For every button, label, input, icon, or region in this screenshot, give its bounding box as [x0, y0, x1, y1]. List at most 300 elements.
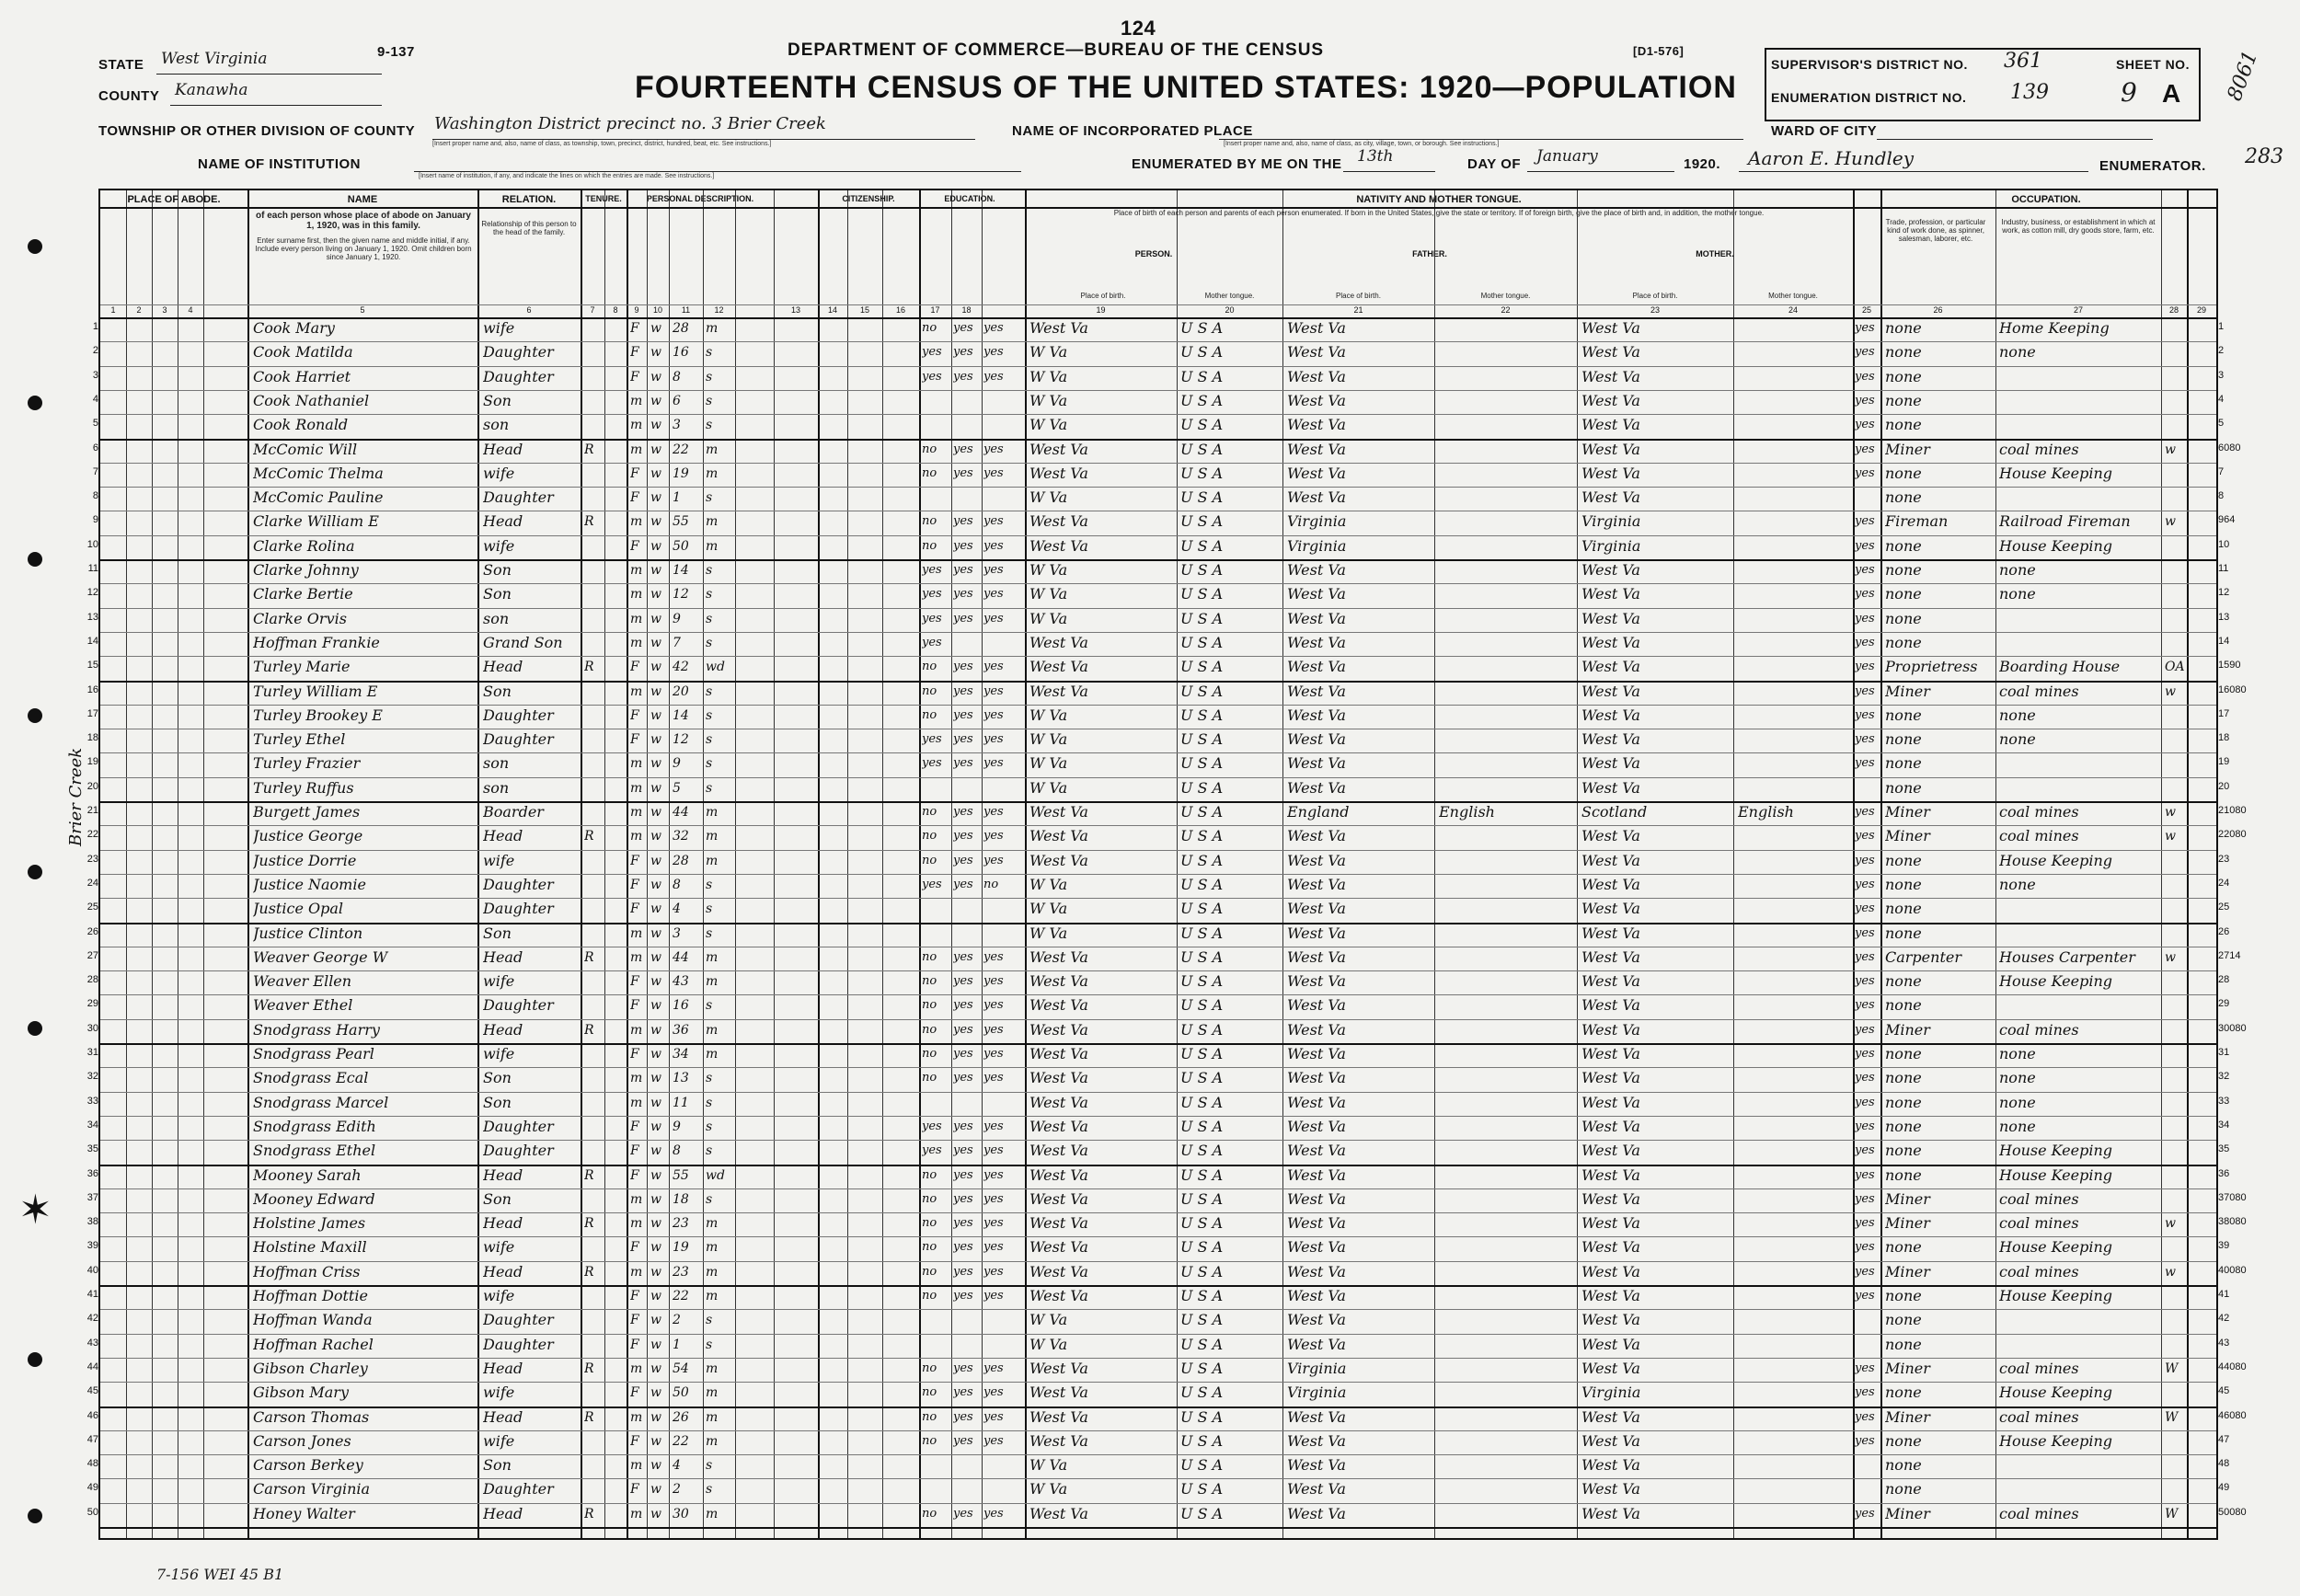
cell-race: w	[650, 1264, 661, 1280]
ward-label: WARD OF CITY	[1771, 123, 1878, 139]
cell-pob: West Va	[1029, 1093, 1088, 1111]
supervisor-district-value: 361	[2004, 50, 2042, 73]
cell-fpob: West Va	[1287, 1214, 1346, 1233]
cell-school: no	[922, 514, 937, 529]
cell-race: w	[650, 635, 661, 650]
cell-age: 14	[673, 707, 689, 723]
cell-name: Snodgrass Ecal	[253, 1069, 369, 1087]
line-number: 18	[86, 732, 98, 744]
institution-underline	[414, 171, 1021, 172]
line-number: 4	[92, 393, 98, 405]
cell-eng: yes	[1855, 1289, 1875, 1303]
cell-tongue: U S A	[1180, 1238, 1224, 1257]
cell-school: yes	[922, 587, 942, 602]
cell-ms: s	[706, 1458, 713, 1474]
table-row	[87, 559, 2229, 583]
cell-mpob: West Va	[1581, 440, 1640, 458]
cell-race: w	[650, 418, 661, 433]
cell-school: no	[922, 538, 937, 553]
cell-read: yes	[953, 1385, 973, 1400]
line-number-right: 17	[2218, 707, 2230, 719]
cell-mpob: West Va	[1581, 1359, 1640, 1377]
cell-race: w	[650, 853, 661, 868]
cell-trade: none	[1885, 536, 1922, 555]
cell-trade: Carpenter	[1885, 947, 1961, 966]
cell-write: yes	[983, 1289, 1004, 1303]
cell-rel: wife	[483, 464, 515, 482]
sheet-label: SHEET NO.	[2116, 57, 2190, 72]
state-label: STATE	[98, 57, 144, 73]
county-label: COUNTY	[98, 88, 160, 104]
table-row	[92, 366, 2225, 390]
table-row	[86, 1285, 2230, 1309]
cell-name: McComic Thelma	[253, 464, 384, 482]
line-number-right: 6080	[2218, 442, 2241, 454]
table-row	[86, 1454, 2230, 1478]
cell-school: no	[922, 1167, 937, 1182]
cell-tongue: U S A	[1180, 1214, 1224, 1233]
cell-trade: none	[1885, 585, 1922, 603]
cell-read: yes	[953, 538, 973, 553]
line-number-right: 48	[2218, 1458, 2230, 1470]
cell-write: yes	[983, 949, 1004, 964]
cell-name: Weaver Ethel	[253, 996, 353, 1015]
column-number: 15	[859, 305, 869, 315]
cell-rel: Head	[483, 1407, 523, 1426]
cell-industry: none	[1999, 585, 2036, 603]
cell-write: yes	[983, 829, 1004, 844]
cell-tongue: U S A	[1180, 947, 1224, 966]
cell-tongue: U S A	[1180, 778, 1224, 797]
cell-fpob: West Va	[1287, 947, 1346, 966]
cell-ms: s	[706, 1191, 713, 1207]
cell-ms: s	[706, 707, 713, 723]
star-mark: ✶	[18, 1188, 52, 1233]
cell-ms: s	[706, 877, 713, 892]
cell-sex: m	[630, 1022, 643, 1038]
cell-fpob: West Va	[1287, 416, 1346, 434]
cell-name: Snodgrass Harry	[253, 1020, 380, 1039]
cell-ms: s	[706, 732, 713, 748]
table-row	[86, 583, 2230, 607]
cell-race: w	[650, 1361, 661, 1376]
cell-eng: yes	[1855, 756, 1875, 771]
cell-pob: West Va	[1029, 1165, 1088, 1184]
cell-school: no	[922, 853, 937, 867]
cell-pob: West Va	[1029, 658, 1088, 676]
table-row	[86, 1140, 2230, 1164]
cell-write: yes	[983, 514, 1004, 529]
cell-tongue: U S A	[1180, 367, 1224, 385]
cell-fpob: West Va	[1287, 1287, 1346, 1304]
line-number-right: 19	[2218, 756, 2230, 768]
cell-school: no	[922, 829, 937, 844]
cell-rel: Daughter	[483, 900, 554, 918]
cell-read: yes	[953, 442, 973, 456]
cell-race: w	[650, 1216, 661, 1232]
cell-trade: none	[1885, 1165, 1922, 1184]
cell-eng: yes	[1855, 660, 1875, 674]
cell-race: w	[650, 1047, 661, 1062]
table-row	[86, 1092, 2230, 1116]
cell-sex: F	[630, 1119, 639, 1134]
cell-rel: Son	[483, 1093, 512, 1111]
enumerated-day: 13th	[1357, 147, 1394, 166]
cell-race: w	[650, 587, 661, 603]
cell-name: Holstine James	[253, 1214, 366, 1233]
cell-read: yes	[953, 877, 973, 891]
cell-pob: W Va	[1029, 706, 1068, 724]
cell-industry: House Keeping	[1999, 1287, 2113, 1304]
cell-tongue: U S A	[1180, 972, 1224, 991]
cell-trade: Miner	[1885, 827, 1930, 845]
cell-name: Weaver George W	[253, 947, 388, 966]
cell-rel: son	[483, 778, 510, 797]
cell-cls: W	[2165, 1361, 2179, 1376]
group-citizenship: CITIZENSHIP.	[842, 194, 895, 203]
supervisor-district-label: SUPERVISOR'S DISTRICT NO.	[1771, 57, 1968, 72]
cell-ms: m	[706, 442, 719, 457]
column-number: 17	[930, 305, 940, 315]
cell-fpob: West Va	[1287, 972, 1346, 991]
binder-hole	[28, 1021, 42, 1036]
line-number: 34	[86, 1119, 98, 1131]
cell-pob: W Va	[1029, 391, 1068, 409]
cell-name: Clarke Rolina	[253, 536, 355, 555]
cell-race: w	[650, 442, 661, 457]
cell-name: Snodgrass Pearl	[253, 1045, 374, 1062]
cell-sex: m	[630, 393, 643, 408]
cell-fpob: West Va	[1287, 730, 1346, 749]
cell-school: no	[922, 707, 937, 722]
cell-write: yes	[983, 1191, 1004, 1206]
cell-ten: R	[584, 949, 594, 965]
cell-mpob: West Va	[1581, 1165, 1640, 1184]
cell-write: yes	[983, 563, 1004, 577]
cell-rel: Head	[483, 1359, 523, 1377]
cell-sex: m	[630, 1458, 643, 1474]
mother-place-of-birth: Place of birth.	[1632, 292, 1678, 300]
cell-tongue: U S A	[1180, 1504, 1224, 1522]
cell-eng: yes	[1855, 901, 1875, 916]
cell-ms: m	[706, 1022, 719, 1038]
line-number-right: 2714	[2218, 949, 2241, 961]
cell-fpob: West Va	[1287, 900, 1346, 918]
cell-sex: m	[630, 805, 643, 820]
line-number: 20	[86, 780, 98, 792]
cell-mpob: West Va	[1581, 924, 1640, 942]
cell-age: 1	[673, 490, 681, 506]
line-number: 12	[86, 587, 98, 599]
table-row	[86, 1067, 2230, 1091]
cell-ms: s	[706, 611, 713, 626]
cell-read: yes	[953, 1191, 973, 1206]
cell-cls: w	[2165, 949, 2176, 965]
cell-sex: F	[630, 321, 639, 336]
cell-sex: m	[630, 514, 643, 530]
father-mother-tongue: Mother tongue.	[1480, 292, 1531, 300]
cell-pob: West Va	[1029, 1287, 1088, 1304]
cell-tongue: U S A	[1180, 1093, 1224, 1111]
cell-tongue: U S A	[1180, 1069, 1224, 1087]
cell-school: yes	[922, 1119, 942, 1133]
cell-eng: yes	[1855, 418, 1875, 432]
table-row	[86, 1407, 2247, 1430]
cell-age: 55	[673, 514, 689, 530]
cell-write: yes	[983, 805, 1004, 819]
cell-trade: none	[1885, 754, 1922, 773]
table-row	[86, 705, 2230, 729]
father-place-of-birth: Place of birth.	[1336, 292, 1381, 300]
cell-trade: none	[1885, 561, 1922, 579]
cell-race: w	[650, 538, 661, 554]
cell-fpob: West Va	[1287, 851, 1346, 869]
line-number-right: 41	[2218, 1289, 2230, 1300]
cell-sex: F	[630, 1143, 639, 1159]
column-number: 23	[1650, 305, 1660, 315]
line-number: 8	[92, 490, 98, 502]
cell-trade: none	[1885, 996, 1922, 1015]
cell-industry: House Keeping	[1999, 851, 2113, 869]
cell-industry: coal mines	[1999, 440, 2079, 458]
cell-pob: W Va	[1029, 367, 1068, 385]
cell-industry: House Keeping	[1999, 1384, 2113, 1402]
table-row	[86, 1188, 2247, 1212]
cell-mpob: Scotland	[1581, 803, 1648, 821]
cell-industry: coal mines	[1999, 1262, 2079, 1280]
cell-tongue: U S A	[1180, 464, 1224, 482]
cell-fpob: West Va	[1287, 609, 1346, 627]
line-number-right: 24	[2218, 877, 2230, 889]
cell-write: yes	[983, 538, 1004, 553]
cell-school: no	[922, 660, 937, 674]
day-of-label: DAY OF	[1467, 156, 1522, 172]
line-number: 50	[86, 1506, 98, 1518]
line-number-right: 18	[2218, 732, 2230, 744]
line-number: 47	[86, 1433, 98, 1445]
column-number: 2	[136, 305, 142, 315]
cell-write: no	[983, 877, 999, 891]
binder-hole	[28, 708, 42, 723]
line-number-right: 49	[2218, 1482, 2230, 1494]
line-number-right: 2	[2218, 345, 2225, 357]
cell-pob: West Va	[1029, 536, 1088, 555]
cell-sex: F	[630, 465, 639, 481]
mother-mother-tongue: Mother tongue.	[1768, 292, 1818, 300]
cell-write: yes	[983, 465, 1004, 480]
cell-ms: s	[706, 345, 713, 361]
cell-mpob: West Va	[1581, 682, 1640, 700]
cell-age: 44	[673, 949, 689, 965]
cell-race: w	[650, 901, 661, 917]
cell-name: Honey Walter	[253, 1504, 355, 1522]
table-row	[92, 317, 2225, 341]
cell-pob: W Va	[1029, 1335, 1068, 1353]
cell-write: yes	[983, 998, 1004, 1013]
cell-read: yes	[953, 611, 973, 626]
cell-eng: yes	[1855, 1071, 1875, 1085]
cell-sex: F	[630, 1433, 639, 1449]
sheet-letter: A	[2162, 79, 2181, 108]
cell-ms: s	[706, 683, 713, 699]
cell-pob: West Va	[1029, 512, 1088, 531]
table-row	[86, 681, 2247, 705]
cell-trade: none	[1885, 1311, 1922, 1329]
cell-ms: m	[706, 1409, 719, 1425]
cell-pob: West Va	[1029, 1359, 1088, 1377]
cell-write: yes	[983, 1433, 1004, 1448]
cell-fpob: West Va	[1287, 682, 1346, 700]
cell-fpob: West Va	[1287, 1045, 1346, 1062]
cell-rel: Head	[483, 1020, 523, 1039]
enumerated-label: ENUMERATED BY ME ON THE	[1132, 156, 1342, 172]
line-number-right: 16080	[2218, 683, 2247, 695]
cell-mpob: Virginia	[1581, 1384, 1641, 1402]
cell-ms: s	[706, 635, 713, 650]
cell-fpob: Virginia	[1287, 536, 1347, 555]
cell-tongue: U S A	[1180, 924, 1224, 942]
cell-mpob: West Va	[1581, 561, 1640, 579]
cell-tongue: U S A	[1180, 1117, 1224, 1135]
cell-school: yes	[922, 732, 942, 747]
cell-age: 55	[673, 1167, 689, 1183]
cell-sex: m	[630, 442, 643, 457]
line-number: 13	[86, 611, 98, 623]
cell-trade: Miner	[1885, 1504, 1930, 1522]
line-number-right: 39	[2218, 1240, 2230, 1252]
table-row	[86, 1430, 2230, 1454]
line-number-right: 26	[2218, 925, 2230, 937]
cell-school: no	[922, 1409, 937, 1424]
cell-mpob: West Va	[1581, 827, 1640, 845]
cell-race: w	[650, 925, 661, 941]
cell-tongue: U S A	[1180, 561, 1224, 579]
cell-eng: yes	[1855, 732, 1875, 747]
cell-fpob: West Va	[1287, 488, 1346, 507]
cell-industry: Houses Carpenter	[1999, 947, 2135, 966]
cell-tongue: U S A	[1180, 682, 1224, 700]
column-number: 8	[613, 305, 618, 315]
cell-write: yes	[983, 1216, 1004, 1231]
table-row	[86, 801, 2247, 825]
cell-ms: s	[706, 1143, 713, 1159]
cell-age: 26	[673, 1409, 689, 1425]
cell-age: 9	[673, 611, 681, 626]
cell-fpob: West Va	[1287, 1093, 1346, 1111]
cell-rel: Head	[483, 658, 523, 676]
line-number: 26	[86, 925, 98, 937]
cell-industry: House Keeping	[1999, 536, 2113, 555]
table-row	[86, 777, 2230, 801]
cell-pob: West Va	[1029, 972, 1088, 991]
cell-fpob: West Va	[1287, 1456, 1346, 1475]
table-row	[92, 390, 2225, 414]
column-number: 16	[895, 305, 905, 315]
cell-write: yes	[983, 1022, 1004, 1037]
cell-rel: Boarder	[483, 803, 544, 821]
cell-race: w	[650, 949, 661, 965]
cell-trade: none	[1885, 1384, 1922, 1402]
cell-eng: yes	[1855, 853, 1875, 867]
cell-pob: W Va	[1029, 1311, 1068, 1329]
cell-age: 19	[673, 1240, 689, 1256]
cell-mpob: Virginia	[1581, 512, 1641, 531]
cell-sex: F	[630, 660, 639, 675]
cell-eng: yes	[1855, 949, 1875, 964]
institution-label: NAME OF INSTITUTION	[198, 156, 361, 172]
cell-tongue: U S A	[1180, 512, 1224, 531]
cell-mpob: West Va	[1581, 1214, 1640, 1233]
cell-race: w	[650, 1506, 661, 1521]
line-number: 30	[86, 1022, 98, 1034]
cell-fpob: West Va	[1287, 1117, 1346, 1135]
cell-trade: Miner	[1885, 1189, 1930, 1208]
cell-race: w	[650, 1482, 661, 1498]
cell-eng: yes	[1855, 1191, 1875, 1206]
cell-tongue: U S A	[1180, 827, 1224, 845]
line-number-right: 1	[2218, 321, 2225, 332]
cell-read: yes	[953, 1143, 973, 1158]
cell-tongue: U S A	[1180, 900, 1224, 918]
table-row	[86, 1261, 2247, 1285]
cell-tongue: U S A	[1180, 754, 1224, 773]
cell-mpob: West Va	[1581, 1287, 1640, 1304]
cell-race: w	[650, 490, 661, 506]
cell-ms: m	[706, 1216, 719, 1232]
cell-eng: yes	[1855, 974, 1875, 989]
page-title: FOURTEENTH CENSUS OF THE UNITED STATES: 1920—POPULATION	[635, 70, 1737, 105]
cell-ms: m	[706, 1361, 719, 1376]
cell-fpob: West Va	[1287, 319, 1346, 337]
cell-industry: coal mines	[1999, 1504, 2079, 1522]
enumerated-month: January	[1536, 147, 1598, 166]
cell-industry: none	[1999, 1117, 2036, 1135]
cell-industry: none	[1999, 1045, 2036, 1062]
cell-fpob: West Va	[1287, 367, 1346, 385]
cell-read: yes	[953, 1167, 973, 1182]
cell-tongue: U S A	[1180, 633, 1224, 651]
cell-name: Snodgrass Marcel	[253, 1093, 389, 1111]
cell-fpob: West Va	[1287, 1238, 1346, 1257]
cell-fpob: West Va	[1287, 658, 1346, 676]
table-row	[86, 1309, 2230, 1333]
cell-industry: coal mines	[1999, 1189, 2079, 1208]
line-number: 37	[86, 1191, 98, 1203]
cell-race: w	[650, 1022, 661, 1038]
line-number-right: 21080	[2218, 805, 2247, 816]
group-nativity: NATIVITY AND MOTHER TONGUE.	[1356, 194, 1522, 205]
cell-age: 11	[673, 1095, 689, 1110]
cell-ms: m	[706, 949, 719, 965]
cell-school: no	[922, 1071, 937, 1085]
cell-race: w	[650, 660, 661, 675]
line-number: 24	[86, 877, 98, 889]
cell-race: w	[650, 683, 661, 699]
table-row	[92, 414, 2225, 438]
cell-name: Cook Nathaniel	[253, 391, 370, 409]
cell-name: Cook Matilda	[253, 343, 353, 362]
cell-read: yes	[953, 1119, 973, 1133]
cell-sex: m	[630, 925, 643, 941]
cell-sex: F	[630, 369, 639, 385]
cell-pob: West Va	[1029, 1117, 1088, 1135]
cell-write: yes	[983, 1361, 1004, 1375]
cell-cls: OA	[2165, 660, 2185, 675]
cell-trade: none	[1885, 778, 1922, 797]
cell-pob: West Va	[1029, 682, 1088, 700]
cell-fpob: West Va	[1287, 585, 1346, 603]
cell-fpob: West Va	[1287, 1431, 1346, 1450]
